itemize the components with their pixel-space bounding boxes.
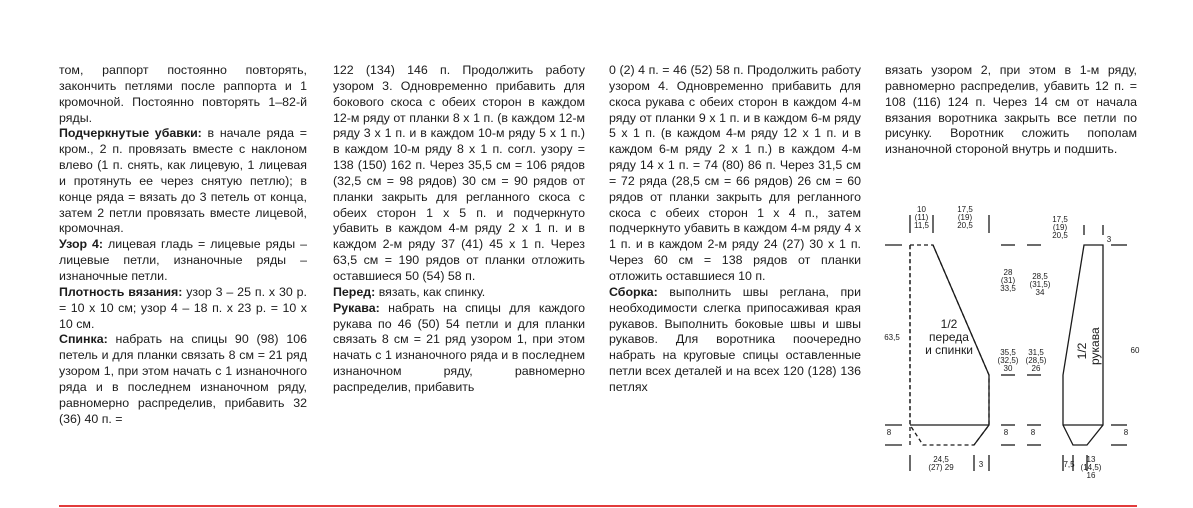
sleeve-side-height-label: 31,5 (28,5) 26 [1025, 348, 1047, 373]
raglan-height-label: 28 (31) 33,5 [1000, 268, 1016, 293]
bottom-rule [59, 505, 1137, 507]
hem-width-label: 24,5 (27) 29 [928, 455, 954, 472]
heading: Узор 4: [59, 237, 104, 252]
paragraph: 122 (134) 146 п. Продолжить работу узором 3. Одновременно прибавить для бокового скоса с обеих сторон в каждом 12-м ряду от планки 8 х 1 п. (в каждом 12-м ряду 3 х 1 п. и в каждом 10-м ряду 5 х 1 п.) в каждом 10-м ряду 8 х 1 п. согл. узору = 138 (150) 162 п. Через 35,5 см = 106 рядов (32,5 см = 98 рядов) 30 см = 90 рядов от планки закрыть для регланного скоса с обеих сторон 1 х 5 п. и подчеркнуто убавить в каждом 4-м ряду 2 х 1 п. и в каждом 2-м ряду 37 (41) 45 х 1 п. Через 63,5 см = 190 рядов от планки отложить оставшиеся 50 (54) 58 п. [333, 63, 585, 283]
body-height-label: 63,5 [884, 333, 900, 342]
heading: Сборка: [609, 284, 658, 299]
pattern-schematic [875, 203, 1145, 493]
band-height-label: 8 [1030, 428, 1036, 437]
heading: Рукава: [333, 300, 380, 315]
back-piece-label: 1/2 переда и спинки [925, 317, 973, 357]
paragraph: вязать узором 2, при этом в 1-м ряду, равномерно распределив, убавить 12 п. = 108 (116) 124 п. Через 14 см от начала вязания воротника закрыть все петли по рисунку. Воротник сложить пополам изнаночной стороной внутрь и подшить. [885, 63, 1137, 157]
text-column-2 [333, 63, 585, 396]
sleeve-piece-label: 1/2 рукава [1075, 327, 1102, 365]
paragraph: том, раппорт постоянно повторять, закончить петлями после раппорта и 1 кромочной. Постоянно повторять 1–82-й ряды. [59, 63, 307, 125]
text-column-4 [885, 63, 1137, 158]
heading: Плотность вязания: [59, 284, 183, 299]
neck-width-label: 10 (11) 11,5 [914, 205, 929, 230]
sleeve-top-width-label: 17,5 (19) 20,5 [1052, 215, 1068, 240]
heading: Перед: [333, 284, 376, 299]
paragraph: Спинка: набрать на спицы 90 (98) 106 петель и для планки связать 8 см = 21 ряд узором 1, при этом начать с 1 изнаночного ряда и в последнем изнаночном ряду, равномерно распределив, прибавить 32 (36) 40 п. = [59, 332, 307, 426]
shoulder-offset-label: 17,5 (19) 20,5 [957, 205, 973, 230]
paragraph: 0 (2) 4 п. = 46 (52) 58 п. Продолжить работу узором 4. Одновременно прибавить для скоса рукава с обеих сторон в каждом 4-м ряду от планки 9 х 1 п. и в каждом 6-м ряду 5 х 1 п. (в каждом 4-м ряду 12 х 1 п. и в каждом 6-м ряду 2 х 1 п.) в каждом 4-м ряду 14 х 1 п. = 74 (80) 86 п. Через 31,5 см = 72 ряда (28,5 см = 66 рядов) 26 см = 60 рядов от планки закрыть для регланного скоса с обеих сторон 1 х 4 п., затем подчеркнуто убавить в каждом 4-м ряду 4 х 1 п. и в каждом 2-м ряду 24 (27) 30 х 1 п. Через 60 см = 138 рядов от планки отложить оставшиеся 10 п. [609, 63, 861, 283]
sleeve-top-side-label: 3 [1106, 235, 1112, 244]
paragraph: Подчеркнутые убавки: в начале ряда = кром., 2 п. провязать вместе с наклоном влево (1 п. снять, как лицевую, 1 лицевая и протянуть ее через снятую петлю); в конце ряда = вязать до 3 петель от конца, затем 2 петли провязать вместе лицевой, кромочная. [59, 126, 307, 236]
paragraph: Перед: вязать, как спинку. [333, 284, 486, 299]
heading: Подчеркнутые убавки: [59, 126, 202, 141]
heading: Спинка: [59, 332, 108, 347]
sleeve-height-label: 60 [1130, 346, 1140, 355]
band-height-label: 8 [886, 428, 892, 437]
paragraph: Плотность вязания: узор 3 – 25 п. х 30 р. = 10 х 10 см; узор 4 – 18 п. х 23 р. = 10 х 10 см. [59, 284, 307, 331]
hem-side-label: 3 [978, 460, 984, 469]
paragraph: Рукава: набрать на спицы для каждого рукава по 46 (50) 54 петли и для планки связать 8 см = 21 ряд узором 1, при этом начать с 1 изнаночного ряда и в последнем изнаночном ряду, равномерно распределив, прибавить [333, 300, 585, 394]
band-height-label: 8 [1123, 428, 1129, 437]
paragraph: Узор 4: лицевая гладь = лицевые ряды – лицевые петли, изнаночные ряды – изнаночные петли. [59, 237, 307, 283]
text-column-3 [609, 63, 861, 396]
band-height-label: 8 [1003, 428, 1009, 437]
sleeve-hem-width-label: 13 (14,5) 16 [1080, 455, 1102, 480]
paragraph: Сборка: выполнить швы реглана, при необходимости слегка припосаживая края рукавов. Выполнить боковые швы и швы рукавов. Для воротника поочередно набрать на круговые спицы оставленные петли всех деталей и на всех 120 (128) 136 петлях [609, 284, 861, 394]
side-height-label: 35,5 (32,5) 30 [997, 348, 1019, 373]
sleeve-raglan-height-label: 28,5 (31,5) 34 [1029, 272, 1051, 297]
text-column-1 [59, 63, 307, 427]
sleeve-hem-offset-label: 7,5 [1063, 460, 1075, 469]
